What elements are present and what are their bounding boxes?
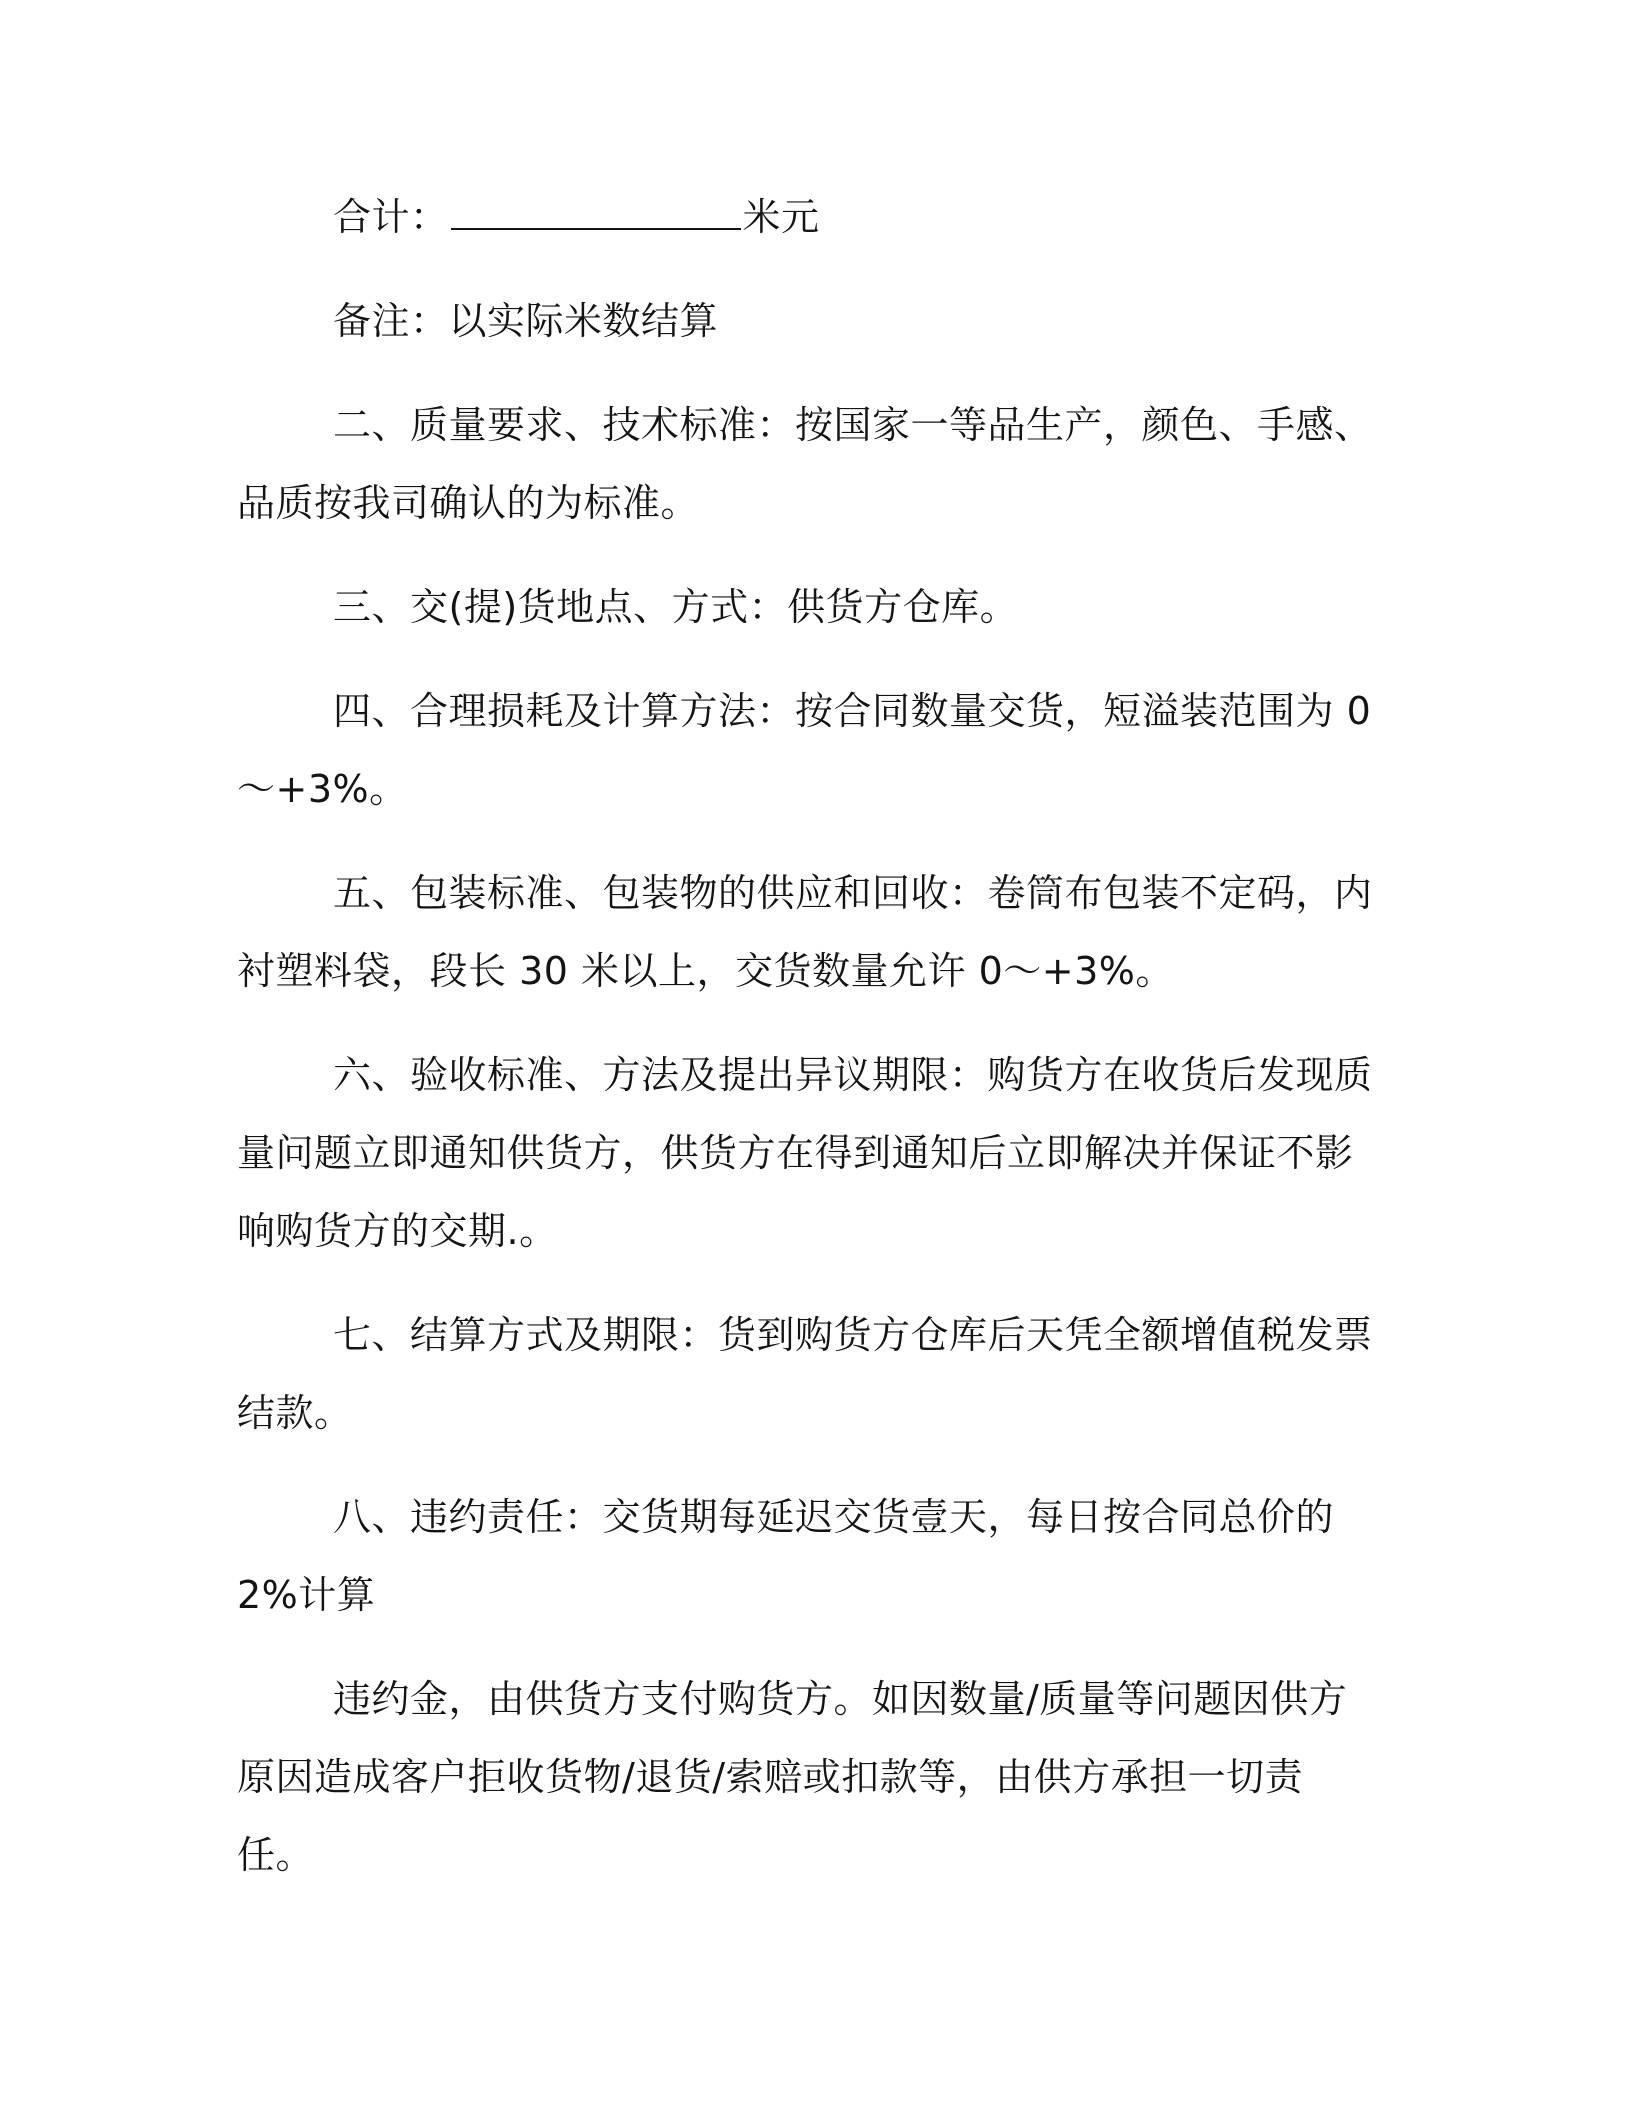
total-blank-field <box>451 198 741 230</box>
total-label: 合计： <box>333 195 449 239</box>
quality-clause: 二、质量要求、技术标准：按国家一等品生产，颜色、手感、品质按我司确认的为标准。 <box>237 403 1373 525</box>
delivery-location-clause: 三、交(提)货地点、方式：供货方仓库。 <box>333 585 1019 629</box>
penalty-paragraph: 违约金，由供货方支付购货方。如因数量/质量等问题因供方原因造成客户拒收货物/退货/索赔或扣款等，由供方承担一切责任。 <box>237 1677 1348 1877</box>
acceptance-clause: 六、验收标准、方法及提出异议期限：购货方在收货后发现质量问题立即通知供货方，供货方在得到通知后立即解决并保证不影响购货方的交期.。 <box>237 1053 1373 1253</box>
total-unit: 米元 <box>742 195 820 239</box>
loss-calculation-clause: 四、合理损耗及计算方法：按合同数量交货，短溢装范围为 0～+3%。 <box>237 689 1372 811</box>
document-body <box>237 178 1377 1920</box>
remark-paragraph: 备注：以实际米数结算 <box>333 299 719 343</box>
total-line <box>237 178 1377 256</box>
settlement-clause: 七、结算方式及期限：货到购货方仓库后天凭全额增值税发票结款。 <box>237 1313 1373 1435</box>
packaging-clause: 五、包装标准、包装物的供应和回收：卷筒布包装不定码，内衬塑料袋，段长 30 米以上，交货数量允许 0～+3%。 <box>237 871 1373 993</box>
liability-clause: 八、违约责任：交货期每延迟交货壹天，每日按合同总价的 2%计算 <box>237 1495 1335 1617</box>
